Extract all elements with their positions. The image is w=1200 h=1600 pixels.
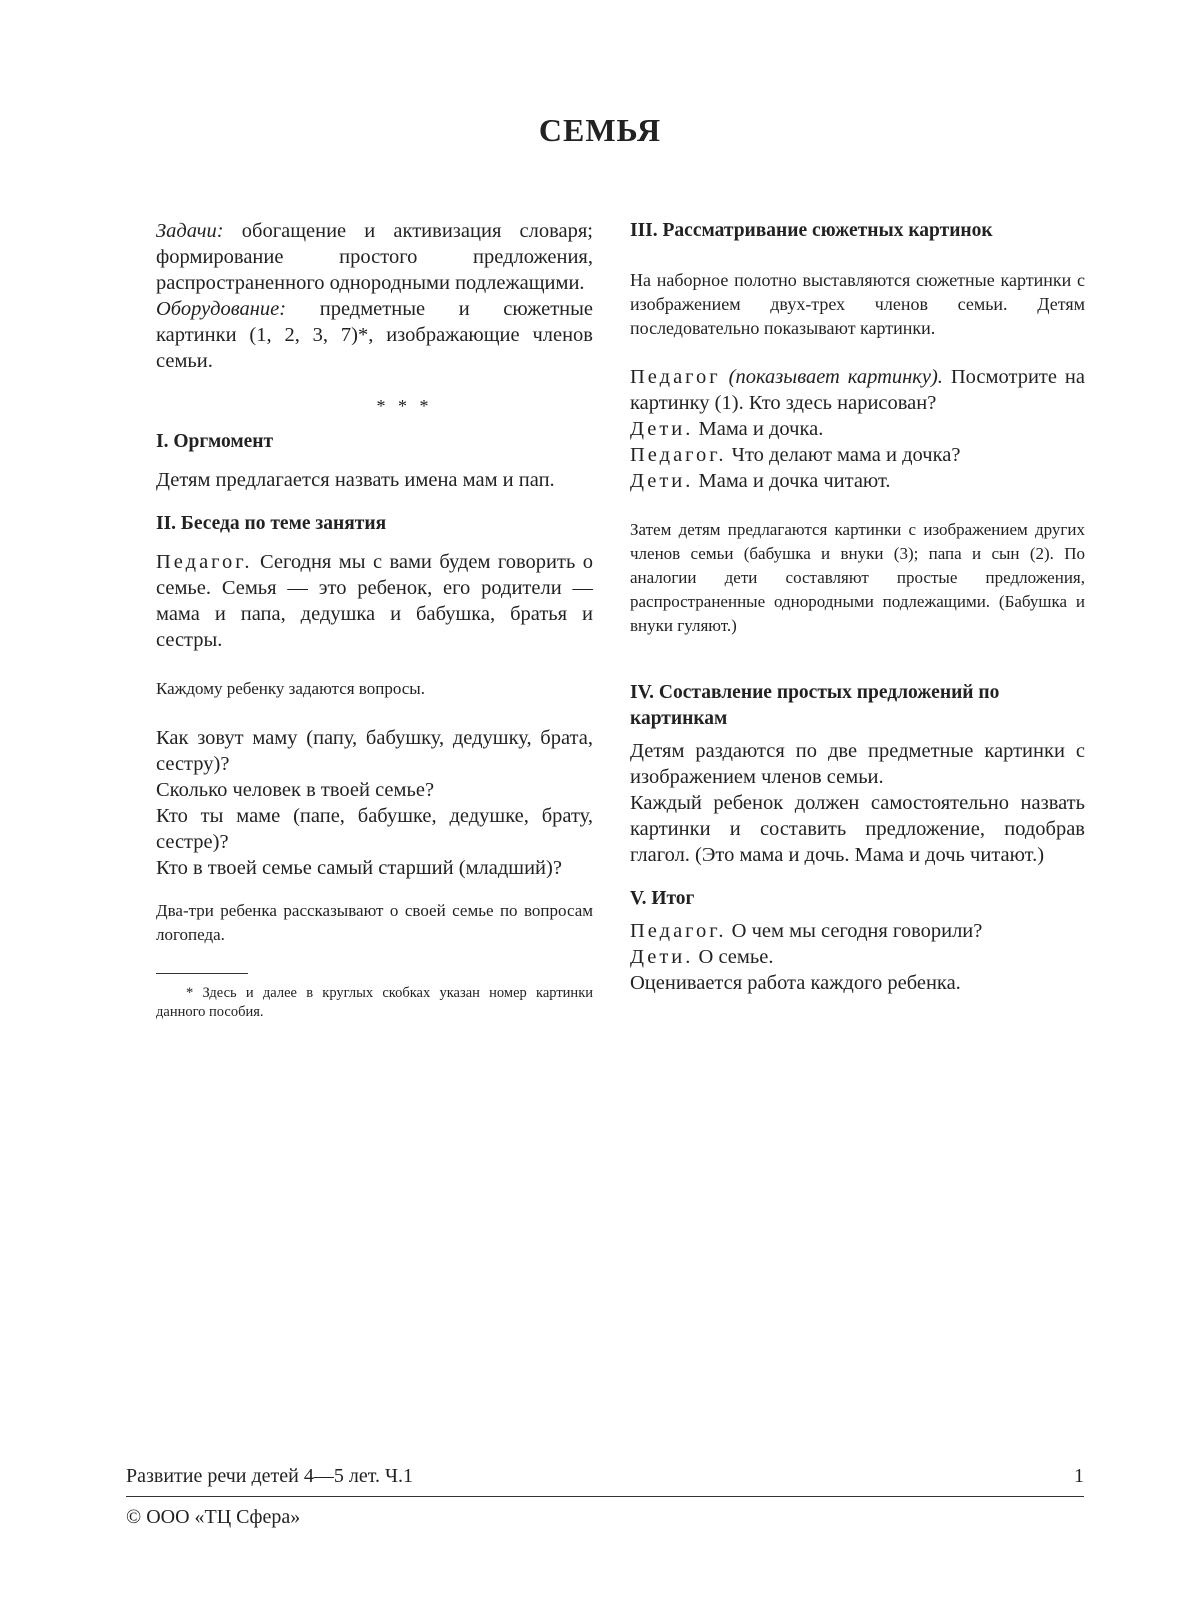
dialogue-text: О семье. bbox=[693, 946, 774, 968]
equipment-paragraph bbox=[156, 296, 593, 374]
speaker-children: Дети. bbox=[630, 946, 694, 968]
ending-line-1 bbox=[630, 918, 1085, 944]
footnote-rule bbox=[156, 973, 248, 974]
dialogue-text: О чем мы сегодня говорили? bbox=[726, 920, 983, 942]
equipment-label: Оборудование: bbox=[156, 298, 287, 320]
question-2: Сколько человек в твоей семье? bbox=[156, 779, 435, 801]
ending-line-2 bbox=[630, 944, 1085, 970]
speaker-teacher: Педагог bbox=[630, 366, 721, 388]
speaker-children: Дети. bbox=[630, 470, 694, 492]
ending-line-3: Оценивается работа каждого ребенка. bbox=[630, 972, 961, 994]
tasks-label: Задачи: bbox=[156, 220, 224, 242]
tasks-text: обогащение и активизация словаря; формирование простого предложения, распространенного однородными подлежащими. bbox=[156, 220, 593, 294]
footer-copyright: © ООО «ТЦ Сфера» bbox=[126, 1506, 301, 1528]
section-5-heading: V. Итог bbox=[630, 888, 695, 909]
section-2-heading: II. Беседа по теме занятия bbox=[156, 513, 387, 534]
dialogue-line-2 bbox=[630, 416, 1085, 442]
dialogue-text: Сегодня мы с вами будем говорить о семье. Семья — это ребенок, его родители — мама и папа, дедушка и бабушка, братья и сестры. bbox=[156, 551, 593, 651]
dialogue-text: Что делают мама и дочка? bbox=[726, 444, 961, 466]
page-number: 1 bbox=[1074, 1465, 1084, 1487]
question-4: Кто в твоей семье самый старший (младший)? bbox=[156, 857, 562, 879]
question-1: Как зовут маму (папу, бабушку, дедушку, брата, сестру)? bbox=[156, 727, 593, 775]
dialogue-text: Мама и дочка. bbox=[693, 418, 824, 440]
dialogue-line-3 bbox=[630, 442, 1085, 468]
section-2-end: Два-три ребенка рассказывают о своей семье по вопросам логопеда. bbox=[156, 901, 593, 944]
footer-book-title: Развитие речи детей 4—5 лет. Ч.1 bbox=[126, 1465, 413, 1487]
section-4-heading: IV. Составление простых предложений по картинкам bbox=[630, 682, 1000, 729]
speaker-teacher: Педагог. bbox=[156, 551, 253, 573]
section-1-text: Детям предлагается назвать имена мам и пап. bbox=[156, 469, 555, 491]
section-4-paragraph-2: Каждый ребенок должен самостоятельно назвать картинки и составить предложение, подобрав глагол. (Это мама и дочь. Мама и дочь читают.) bbox=[630, 792, 1085, 866]
question-3: Кто ты маме (папе, бабушке, дедушке, брату, сестре)? bbox=[156, 805, 593, 853]
section-3-intro: На наборное полотно выставляются сюжетные картинки с изображением двух-трех членов семьи. Детям последовательно показывают картинки. bbox=[630, 270, 1085, 338]
dialogue-text: Посмотрите на картинку (1). Кто здесь нарисован? bbox=[630, 366, 1085, 414]
footer-rule bbox=[126, 1496, 1084, 1497]
section-2-note: Каждому ребенку задаются вопросы. bbox=[156, 679, 425, 698]
dialogue-text: Мама и дочка читают. bbox=[693, 470, 891, 492]
section-3-end: Затем детям предлагаются картинки с изображением других членов семьи (бабушка и внуки (3); папа и сын (2). По аналогии дети составляют простые предложения, распространенные однородными подлежащими. (Бабушка и внуки гуляют.) bbox=[630, 520, 1085, 635]
speaker-teacher: Педагог. bbox=[630, 920, 727, 942]
section-3-heading: III. Рассматривание сюжетных картинок bbox=[630, 220, 993, 241]
section-2-dialogue bbox=[156, 549, 593, 653]
section-divider: * * * bbox=[376, 396, 433, 416]
page-title: СЕМЬЯ bbox=[538, 112, 662, 148]
tasks-paragraph bbox=[156, 218, 593, 296]
dialogue-line-4 bbox=[630, 468, 1085, 494]
stage-direction: (показывает картинку). bbox=[720, 366, 943, 388]
dialogue-line-1 bbox=[630, 364, 1085, 416]
right-column bbox=[630, 218, 1085, 996]
footnote: * Здесь и далее в круглых скобках указан номер картинки данного пособия. bbox=[156, 985, 593, 1020]
section-4-paragraph-1: Детям раздаются по две предметные картинки с изображением членов семьи. bbox=[630, 740, 1085, 788]
speaker-children: Дети. bbox=[630, 418, 694, 440]
section-1-heading: I. Оргмомент bbox=[156, 431, 274, 452]
left-column bbox=[156, 218, 593, 1022]
equipment-text: предметные и сюжетные картинки (1, 2, 3, 7)*, изображающие членов семьи. bbox=[156, 298, 593, 372]
speaker-teacher: Педагог. bbox=[630, 444, 727, 466]
